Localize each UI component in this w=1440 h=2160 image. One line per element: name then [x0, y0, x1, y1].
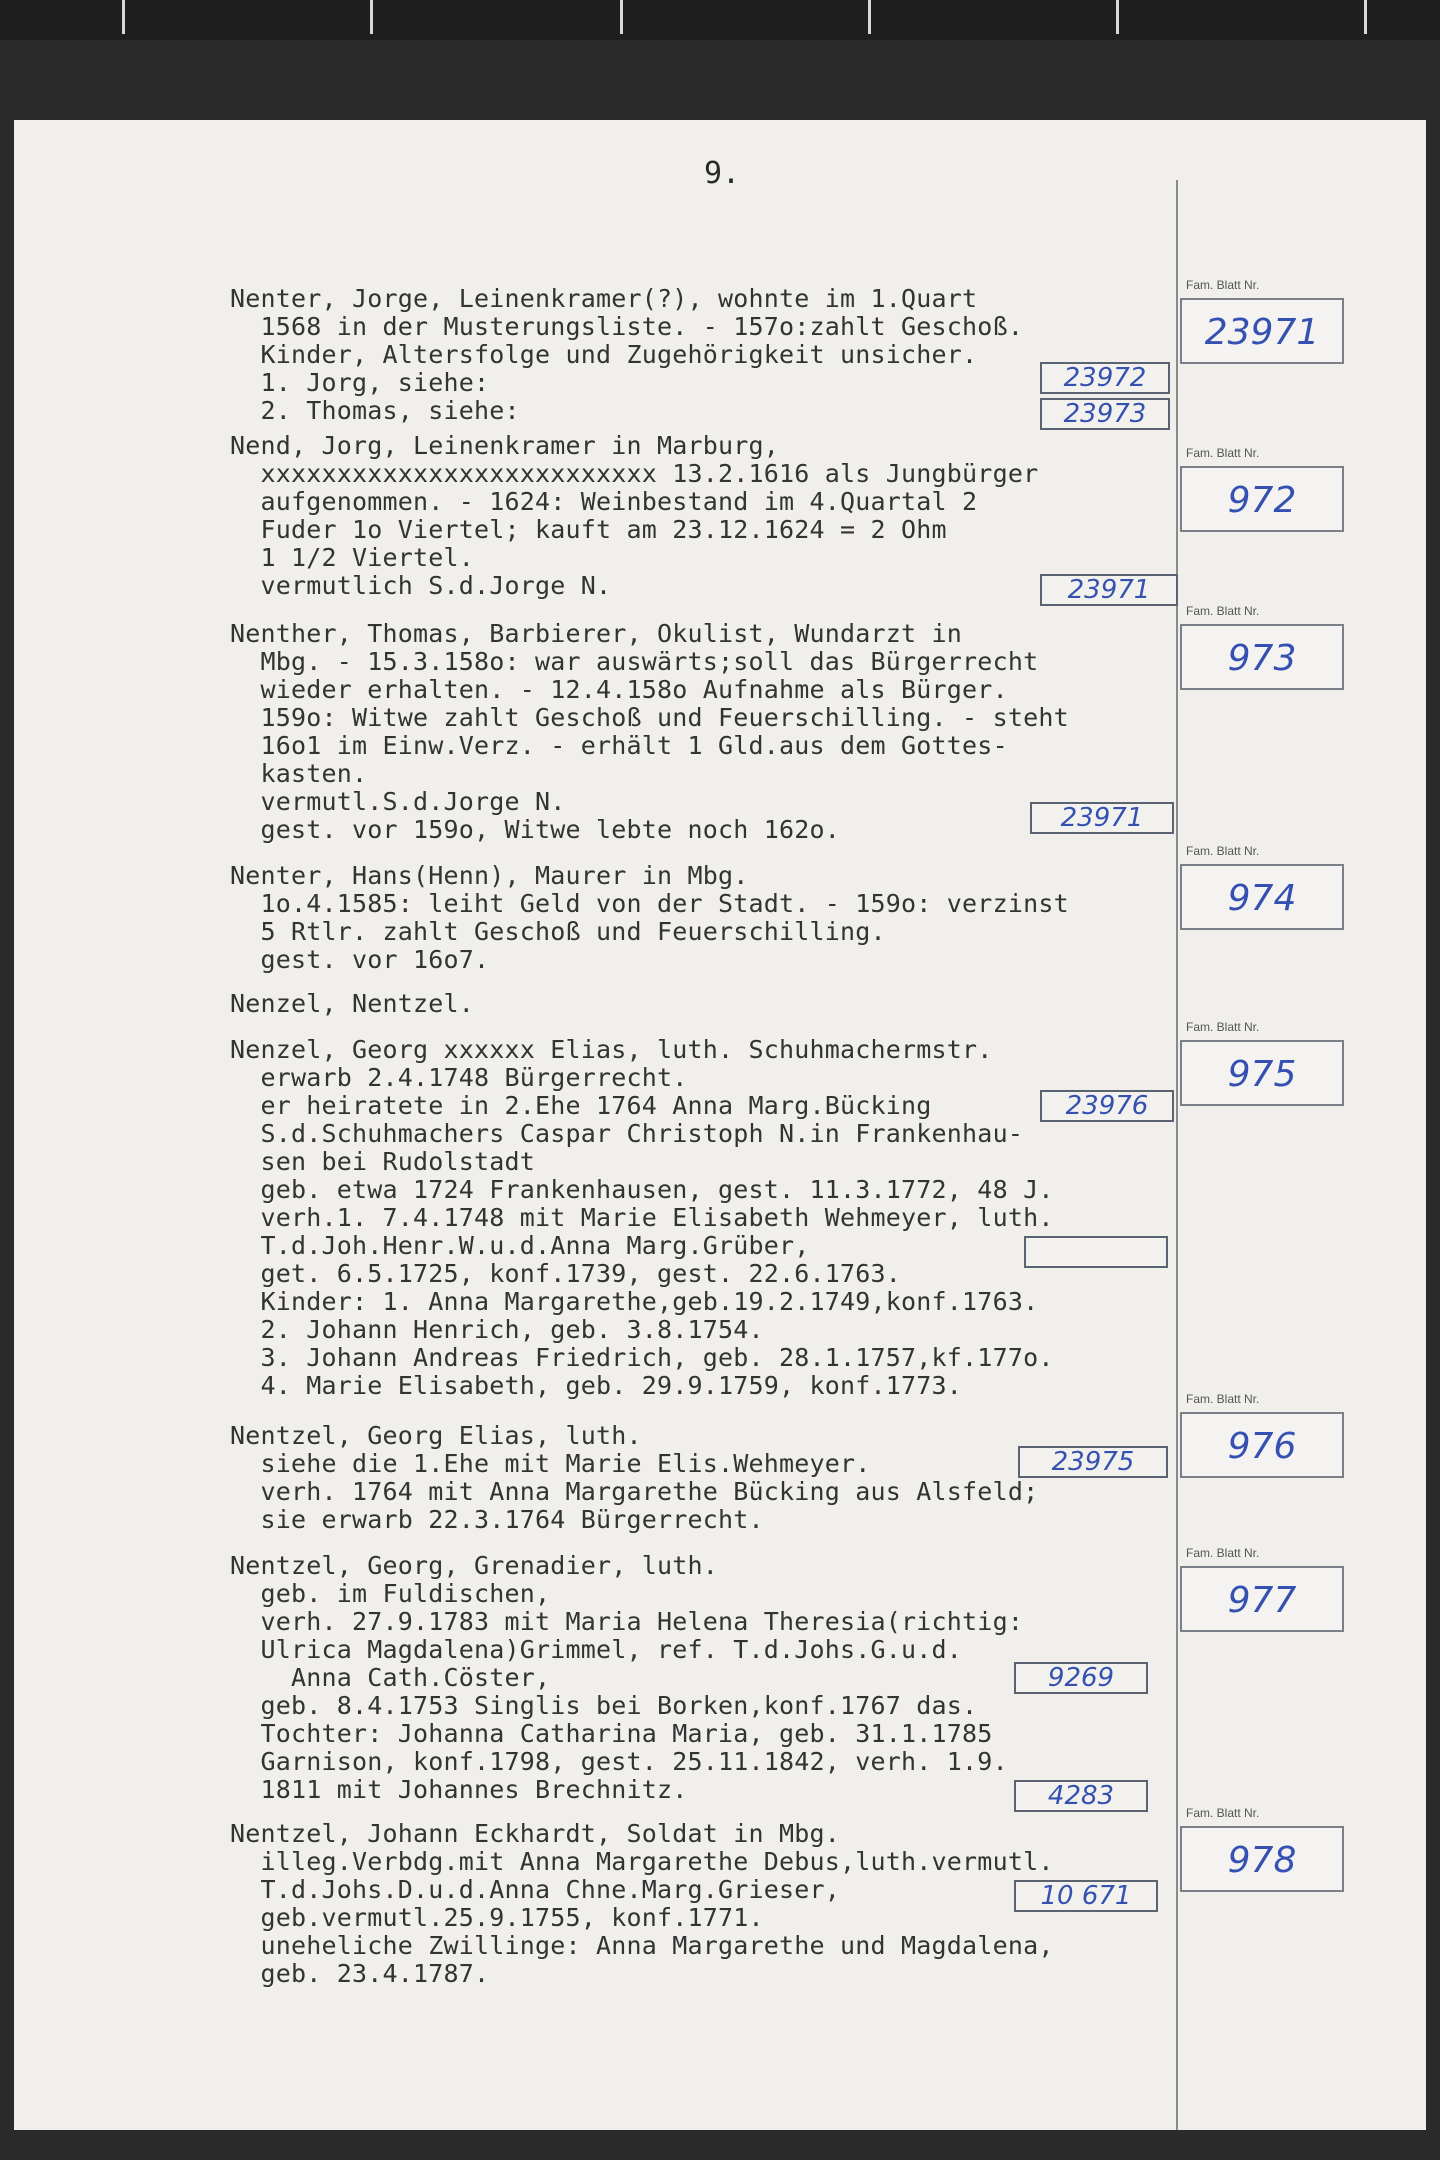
- fam-blatt-number: 975: [1227, 1054, 1297, 1095]
- strip-tick: [868, 0, 871, 34]
- entry-line: 1. Jorg, siehe:: [230, 368, 490, 397]
- entry-line: S.d.Schuhmachers Caspar Christoph N.in Frankenhau-: [230, 1119, 1024, 1148]
- entry-line: 1811 mit Johannes Brechnitz.: [230, 1775, 688, 1804]
- fam-blatt-card: [1180, 1392, 1344, 1478]
- entry-line: vermutlich S.d.Jorge N.: [230, 571, 612, 600]
- entry-line: xxxxxxxxxxxxxxxxxxxxxxxxxx 13.2.1616 als Jungbürger: [230, 459, 1039, 488]
- entry-line: geb. 23.4.1787.: [230, 1959, 490, 1988]
- fam-blatt-number: 977: [1227, 1580, 1297, 1621]
- entry-line: verh. 1764 mit Anna Margarethe Bücking aus Alsfeld;: [230, 1477, 1039, 1506]
- ref-box: 23973: [1040, 398, 1170, 430]
- entry-line: er heiratete in 2.Ehe 1764 Anna Marg.Bücking: [230, 1091, 932, 1120]
- entry-line: T.d.Johs.D.u.d.Anna Chne.Marg.Grieser,: [230, 1875, 841, 1904]
- entry-line: Anna Cath.Cöster,: [230, 1663, 551, 1692]
- strip-tick: [122, 0, 125, 34]
- fam-blatt-label: Fam. Blatt Nr.: [1186, 604, 1260, 618]
- entry-line: kasten.: [230, 759, 368, 788]
- entry-line: Nentzel, Georg, Grenadier, luth.: [230, 1551, 719, 1580]
- entry-line: geb. etwa 1724 Frankenhausen, gest. 11.3.1772, 48 J.: [230, 1175, 1054, 1204]
- entry-line: Nenter, Hans(Henn), Maurer in Mbg.: [230, 861, 749, 890]
- entry-line: aufgenommen. - 1624: Weinbestand im 4.Quartal 2: [230, 487, 978, 516]
- entry-line: sen bei Rudolstadt: [230, 1147, 536, 1176]
- entry-line: Nentzel, Johann Eckhardt, Soldat in Mbg.: [230, 1819, 841, 1848]
- entry-line: Nenter, Jorge, Leinenkramer(?), wohnte im 1.Quart: [230, 284, 978, 313]
- ref-box: 23971: [1030, 802, 1174, 834]
- entry-line: Nend, Jorg, Leinenkramer in Marburg,: [230, 431, 780, 460]
- fam-blatt-number: 972: [1227, 480, 1297, 521]
- fam-blatt-card: [1180, 844, 1344, 930]
- strip-tick: [620, 0, 623, 34]
- entry-line: 4. Marie Elisabeth, geb. 29.9.1759, konf.1773.: [230, 1371, 963, 1400]
- entry-line: get. 6.5.1725, konf.1739, gest. 22.6.1763.: [230, 1259, 902, 1288]
- entry-line: Kinder, Altersfolge und Zugehörigkeit unsicher.: [230, 340, 978, 369]
- fam-blatt-card: [1180, 1806, 1344, 1892]
- entry-line: 5 Rtlr. zahlt Geschoß und Feuerschilling.: [230, 917, 886, 946]
- fam-blatt-card: [1180, 278, 1344, 364]
- fam-blatt-card: [1180, 604, 1344, 690]
- entry-line: Nentzel, Georg Elias, luth.: [230, 1421, 642, 1450]
- entry-line: geb. 8.4.1753 Singlis bei Borken,konf.1767 das.: [230, 1691, 978, 1720]
- entry-line: gest. vor 159o, Witwe lebte noch 162o.: [230, 815, 841, 844]
- entry-line: siehe die 1.Ehe mit Marie Elis.Wehmeyer.: [230, 1449, 871, 1478]
- entry-line: vermutl.S.d.Jorge N.: [230, 787, 566, 816]
- fam-blatt-number: 976: [1227, 1426, 1297, 1467]
- entry-line: illeg.Verbdg.mit Anna Margarethe Debus,luth.vermutl.: [230, 1847, 1054, 1876]
- entry-line: 1568 in der Musterungsliste. - 157o:zahlt Geschoß.: [230, 312, 1024, 341]
- fam-blatt-number: 974: [1227, 878, 1297, 919]
- fam-blatt-card: [1180, 1020, 1344, 1106]
- fam-blatt-card: [1180, 1546, 1344, 1632]
- fam-blatt-number: 973: [1227, 638, 1297, 679]
- entry-line: uneheliche Zwillinge: Anna Margarethe und Magdalena,: [230, 1931, 1054, 1960]
- entry-line: Mbg. - 15.3.158o: war auswärts;soll das Bürgerrecht: [230, 647, 1039, 676]
- entry-line: Kinder: 1. Anna Margarethe,geb.19.2.1749,konf.1763.: [230, 1287, 1039, 1316]
- strip-tick: [1116, 0, 1119, 34]
- document-page: [14, 120, 1426, 2130]
- entry-line: geb. im Fuldischen,: [230, 1579, 551, 1608]
- entry-line: verh.1. 7.4.1748 mit Marie Elisabeth Wehmeyer, luth.: [230, 1203, 1054, 1232]
- ref-box: 23972: [1040, 362, 1170, 394]
- entry-line: Fuder 1o Viertel; kauft am 23.12.1624 = 2 Ohm: [230, 515, 947, 544]
- fam-blatt-number: 23971: [1204, 312, 1320, 353]
- ref-box: 23976: [1040, 1090, 1174, 1122]
- entry-line: Nenzel, Nentzel.: [230, 989, 475, 1018]
- entry-line: 16o1 im Einw.Verz. - erhält 1 Gld.aus dem Gottes-: [230, 731, 1008, 760]
- ref-box: 23975: [1018, 1446, 1168, 1478]
- fam-blatt-label: Fam. Blatt Nr.: [1186, 1546, 1260, 1560]
- ref-box: 10 671: [1014, 1880, 1158, 1912]
- entry-line: T.d.Joh.Henr.W.u.d.Anna Marg.Grüber,: [230, 1231, 810, 1260]
- fam-blatt-number: 978: [1227, 1840, 1297, 1881]
- entry-line: 1 1/2 Viertel.: [230, 543, 475, 572]
- strip-tick: [1364, 0, 1367, 34]
- entry-line: gest. vor 16o7.: [230, 945, 490, 974]
- fam-blatt-label: Fam. Blatt Nr.: [1186, 278, 1260, 292]
- entry-line: sie erwarb 22.3.1764 Bürgerrecht.: [230, 1505, 764, 1534]
- entry-line: 2. Johann Henrich, geb. 3.8.1754.: [230, 1315, 764, 1344]
- ref-box: 23971: [1040, 574, 1178, 606]
- entry-line: 159o: Witwe zahlt Geschoß und Feuerschilling. - steht: [230, 703, 1069, 732]
- entry-line: 3. Johann Andreas Friedrich, geb. 28.1.1757,kf.177o.: [230, 1343, 1054, 1372]
- entry-line: Nenzel, Georg xxxxxx Elias, luth. Schuhmachermstr.: [230, 1035, 993, 1064]
- entry-line: Garnison, konf.1798, gest. 25.11.1842, verh. 1.9.: [230, 1747, 1008, 1776]
- ref-box: 4283: [1014, 1780, 1148, 1812]
- entry-line: Ulrica Magdalena)Grimmel, ref. T.d.Johs.G.u.d.: [230, 1635, 963, 1664]
- entry-line: 1o.4.1585: leiht Geld von der Stadt. - 159o: verzinst: [230, 889, 1069, 918]
- margin-rule: [1176, 180, 1178, 2130]
- entry-line: wieder erhalten. - 12.4.158o Aufnahme als Bürger.: [230, 675, 1008, 704]
- fam-blatt-card: [1180, 446, 1344, 532]
- entry-line: geb.vermutl.25.9.1755, konf.1771.: [230, 1903, 764, 1932]
- entry-line: 2. Thomas, siehe:: [230, 396, 520, 425]
- entry-line: Tochter: Johanna Catharina Maria, geb. 31.1.1785: [230, 1719, 993, 1748]
- ref-box-empty: [1024, 1236, 1168, 1268]
- page-number: 9.: [704, 156, 741, 191]
- fam-blatt-label: Fam. Blatt Nr.: [1186, 1392, 1260, 1406]
- entry-line: erwarb 2.4.1748 Bürgerrecht.: [230, 1063, 688, 1092]
- strip-tick: [370, 0, 373, 34]
- fam-blatt-label: Fam. Blatt Nr.: [1186, 1806, 1260, 1820]
- ref-box: 9269: [1014, 1662, 1148, 1694]
- entry-line: verh. 27.9.1783 mit Maria Helena Theresia(richtig:: [230, 1607, 1024, 1636]
- entry-line: Nenther, Thomas, Barbierer, Okulist, Wundarzt in: [230, 619, 963, 648]
- scan-top-strip: [0, 0, 1440, 40]
- fam-blatt-label: Fam. Blatt Nr.: [1186, 844, 1260, 858]
- fam-blatt-label: Fam. Blatt Nr.: [1186, 446, 1260, 460]
- fam-blatt-label: Fam. Blatt Nr.: [1186, 1020, 1260, 1034]
